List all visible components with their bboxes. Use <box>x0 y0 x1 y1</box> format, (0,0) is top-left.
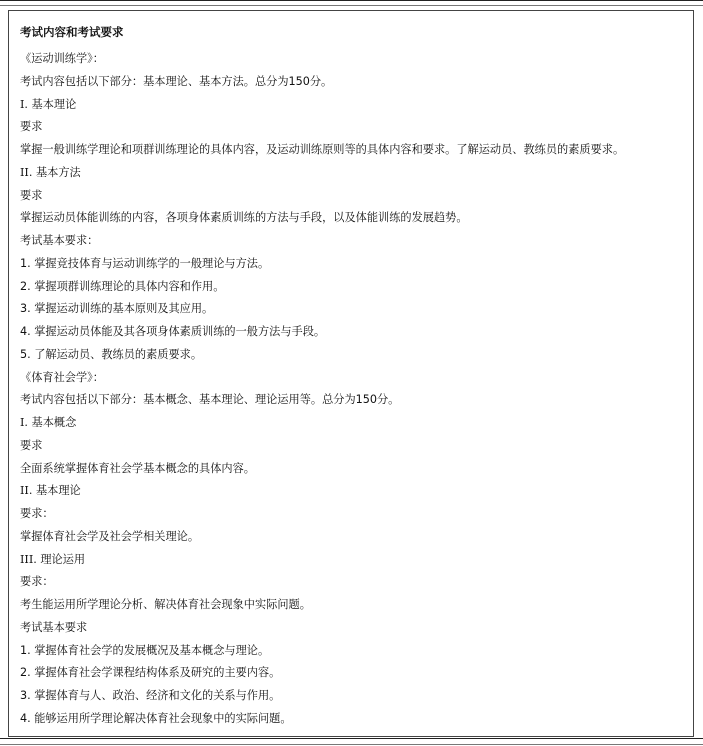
text-line: 2. 掌握体育社会学课程结构体系及研究的主要内容。 <box>20 666 281 680</box>
text-line: 考试基本要求： <box>20 234 99 247</box>
bottom-divider <box>0 738 703 739</box>
text-line: 《体育社会学》： <box>20 370 104 384</box>
section-heading: 考试内容和考试要求 <box>20 25 124 39</box>
text-line: 考试内容包括以下部分：基本理论、基本方法。总分为150分。 <box>20 74 333 88</box>
text-line: 掌握一般训练学理论和项群训练理论的具体内容，及运动训练原则等的具体内容和要求。了解运动员、教练员的素质要求。 <box>20 143 625 156</box>
text-line: 3. 掌握体育与人、政治、经济和文化的关系与作用。 <box>20 689 281 702</box>
text-line: 4. 能够运用所学理论解决体育社会现象中的实际问题。 <box>20 711 292 725</box>
text-line: 2. 掌握项群训练理论的具体内容和作用。 <box>20 279 225 293</box>
text-line: 要求： <box>20 575 54 589</box>
text-line: 5. 了解运动员、教练员的素质要求。 <box>20 347 203 361</box>
text-line: I. 基本概念 <box>20 416 77 429</box>
text-line: 全面系统掌握体育社会学基本概念的具体内容。 <box>20 461 255 475</box>
text-line: 要求 <box>20 120 43 134</box>
content-box <box>8 10 694 737</box>
text-line: 要求： <box>20 507 54 520</box>
text-line: 考生能运用所学理论分析、解决体育社会现象中实际问题。 <box>20 598 311 611</box>
text-line: 1. 掌握竞技体育与运动训练学的一般理论与方法。 <box>20 256 270 270</box>
text-line: 掌握体育社会学及社会学相关理论。 <box>20 529 200 543</box>
text-line: 掌握运动员体能训练的内容，各项身体素质训练的方法与手段，以及体能训练的发展趋势。 <box>20 211 468 225</box>
text-line: 1. 掌握体育社会学的发展概况及基本概念与理论。 <box>20 643 270 657</box>
content-lines <box>20 51 624 734</box>
text-line: 考试基本要求 <box>20 620 88 634</box>
top-divider <box>0 0 703 1</box>
text-line: 4. 掌握运动员体能及其各项身体素质训练的一般方法与手段。 <box>20 325 326 338</box>
text-line: 考试内容包括以下部分：基本概念、基本理论、理论运用等。总分为150分。 <box>20 393 400 407</box>
text-line: III. 理论运用 <box>20 552 86 566</box>
text-line: 3. 掌握运动训练的基本原则及其应用。 <box>20 302 214 316</box>
text-line: II. 基本方法 <box>20 165 81 179</box>
bottom-divider-secondary <box>0 744 703 745</box>
text-line: II. 基本理论 <box>20 484 81 498</box>
text-line: I. 基本理论 <box>20 97 77 111</box>
text-line: 要求 <box>20 188 43 202</box>
text-line: 《运动训练学》： <box>20 52 104 65</box>
top-divider-secondary <box>0 5 703 6</box>
text-line: 要求 <box>20 438 43 452</box>
